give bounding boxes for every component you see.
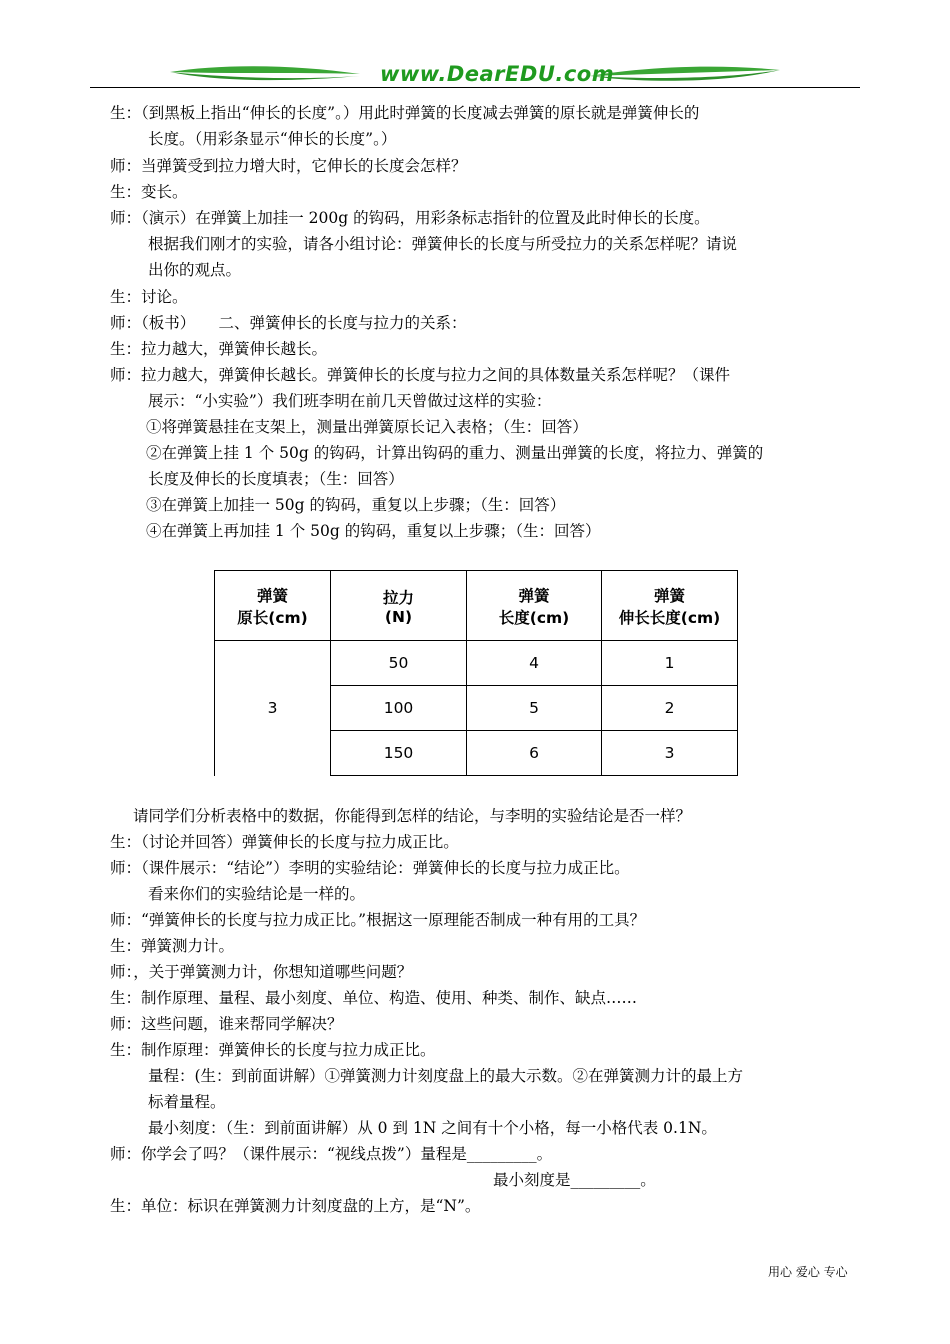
text-line: ③在弹簧上加挂一 50g 的钩码，重复以上步骤；（生：回答） xyxy=(146,496,566,514)
text-line: 师：当弹簧受到拉力增大时，它伸长的长度会怎样？ xyxy=(110,157,467,175)
text-line: 最小刻度：（生：到前面讲解）从 0 到 1N 之间有十个小格，每一小格代表 0.1N。 xyxy=(148,1119,717,1137)
text-line: 长度。（用彩条显示“伸长的长度”。） xyxy=(148,130,397,148)
text-line: 看来你们的实验结论是一样的。 xyxy=(148,885,366,903)
table-cell: 100 xyxy=(331,686,467,731)
table-header-cell: 弹簧 伸长长度(cm) xyxy=(602,571,738,641)
text-line: 生：讨论。 xyxy=(110,288,188,306)
text-line: 生：变长。 xyxy=(110,183,188,201)
text-line: 师：（演示）在弹簧上加挂一 200g 的钩码，用彩条标志指针的位置及此时伸长的长度。 xyxy=(110,209,710,227)
text-line: 根据我们刚才的实验，请各小组讨论：弹簧伸长的长度与所受拉力的关系怎样呢？请说 xyxy=(148,235,738,253)
table-header-cell: 拉力 (N) xyxy=(331,571,467,641)
table-cell: 6 xyxy=(467,731,602,776)
data-table xyxy=(214,570,738,776)
text-line: 最小刻度是_________。 xyxy=(493,1171,656,1189)
table-cell: 50 xyxy=(331,641,467,686)
text-line: 出你的观点。 xyxy=(148,261,242,279)
text-line: 生：（到黑板上指出“伸长的长度”。）用此时弹簧的长度减去弹簧的原长就是弹簧伸长的 xyxy=(110,104,700,122)
text-line: 师：（板书） 二、弹簧伸长的长度与拉力的关系： xyxy=(110,314,467,332)
text-line: 师：这些问题，谁来帮同学解决？ xyxy=(110,1015,343,1033)
text-line: ①将弹簧悬挂在支架上，测量出弹簧原长记入表格；（生：回答） xyxy=(146,418,588,436)
table-row xyxy=(215,641,738,686)
table-cell: 4 xyxy=(467,641,602,686)
text-line: ④在弹簧上再加挂 1 个 50g 的钩码，重复以上步骤；（生：回答） xyxy=(146,522,601,540)
text-line: 生：弹簧测力计。 xyxy=(110,937,235,955)
text-line: 展示：“小实验”）我们班李明在前几天曾做过这样的实验： xyxy=(148,392,552,410)
table-cell: 1 xyxy=(602,641,738,686)
site-logo: www.DearEDU.com xyxy=(380,62,615,86)
text-line: 师：，关于弹簧测力计，你想知道哪些问题？ xyxy=(110,963,413,981)
text-line: 量程：(生：到前面讲解）①弹簧测力计刻度盘上的最大示数。②在弹簧测力计的最上方 xyxy=(148,1067,744,1085)
header-rule xyxy=(90,87,860,88)
text-line: 标着量程。 xyxy=(148,1093,226,1111)
text-line: 生：拉力越大，弹簧伸长越长。 xyxy=(110,340,328,358)
text-line: 师：拉力越大，弹簧伸长越长。弹簧伸长的长度与拉力之间的具体数量关系怎样呢？（课件 xyxy=(110,366,731,384)
table-cell: 3 xyxy=(215,641,331,776)
text-line: 师：“弹簧伸长的长度与拉力成正比。”根据这一原理能否制成一种有用的工具？ xyxy=(110,911,646,929)
table-header-row xyxy=(215,571,738,641)
text-line: 生：（讨论并回答）弹簧伸长的长度与拉力成正比。 xyxy=(110,833,459,851)
text-line: 长度及伸长的长度填表；（生：回答） xyxy=(148,470,404,488)
text-line: 生：制作原理：弹簧伸长的长度与拉力成正比。 xyxy=(110,1041,436,1059)
table-cell: 150 xyxy=(331,731,467,776)
text-line: 生：单位：标识在弹簧测力计刻度盘的上方，是“N”。 xyxy=(110,1197,481,1215)
table-header-cell: 弹簧 原长(cm) xyxy=(215,571,331,641)
text-line: ②在弹簧上挂 1 个 50g 的钩码，计算出钩码的重力、测量出弹簧的长度，将拉力、弹簧的 xyxy=(146,444,764,462)
table-cell: 3 xyxy=(602,731,738,776)
text-line: 师：你学会了吗？（课件展示：“视线点拨”）量程是_________。 xyxy=(110,1145,553,1163)
table-cell: 2 xyxy=(602,686,738,731)
table-cell: 5 xyxy=(467,686,602,731)
page-footer: 用心 爱心 专心 xyxy=(768,1265,848,1279)
text-line: 生：制作原理、量程、最小刻度、单位、构造、使用、种类、制作、缺点…… xyxy=(110,989,638,1007)
text-line: 师：（课件展示：“结论”）李明的实验结论：弹簧伸长的长度与拉力成正比。 xyxy=(110,859,630,877)
table-header-cell: 弹簧 长度(cm) xyxy=(467,571,602,641)
text-line: 请同学们分析表格中的数据，你能得到怎样的结论，与李明的实验结论是否一样？ xyxy=(133,807,692,825)
page-header xyxy=(90,60,860,90)
